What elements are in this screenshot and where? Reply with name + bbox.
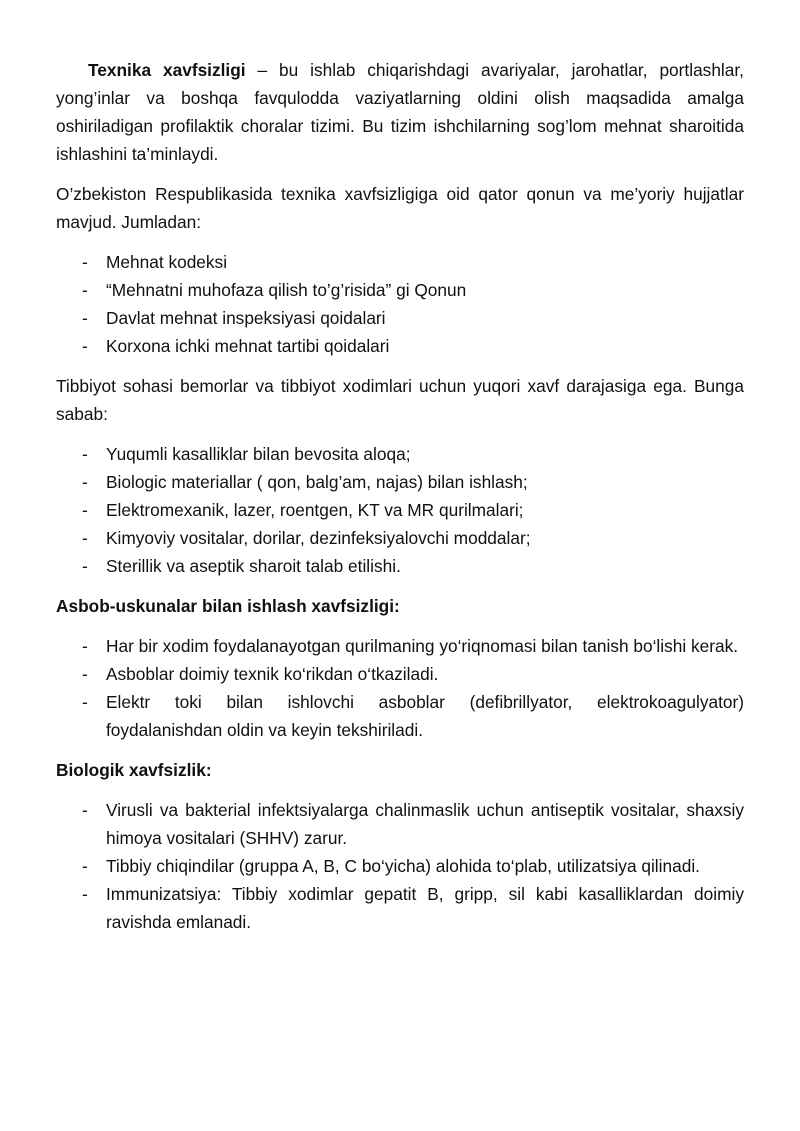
risk-list <box>56 440 744 580</box>
list-item: - Elektr toki bilan ishlovchi asboblar (defibrillyator, elektrokoagulyator) foydalanishdan oldin va keyin tekshiriladi. <box>56 688 744 744</box>
bullet-dash: - <box>82 636 88 656</box>
list-item: - Har bir xodim foydalanayotgan qurilmaning yo‘riqnomasi bilan tanish bo‘lishi kerak. <box>56 632 744 660</box>
bullet-dash: - <box>82 856 88 876</box>
bullet-dash: - <box>82 308 88 328</box>
bullet-dash: - <box>82 280 88 300</box>
medical-paragraph: Tibbiyot sohasi bemorlar va tibbiyot xodimlari uchun yuqori xavf darajasiga ega. Bunga sabab: <box>56 376 744 424</box>
list-item: - Kimyoviy vositalar, dorilar, dezinfeksiyalovchi moddalar; <box>56 524 744 552</box>
bullet-dash: - <box>82 692 88 712</box>
list-item: - Mehnat kodeksi <box>56 248 744 276</box>
bullet-dash: - <box>82 528 88 548</box>
bullet-dash: - <box>82 472 88 492</box>
list-item: - Davlat mehnat inspeksiyasi qoidalari <box>56 304 744 332</box>
bullet-dash: - <box>82 500 88 520</box>
bullet-dash: - <box>82 884 88 904</box>
bullet-dash: - <box>82 556 88 576</box>
list-item: - Yuqumli kasalliklar bilan bevosita aloqa; <box>56 440 744 468</box>
list-item: - Tibbiy chiqindilar (gruppa A, B, C bo‘yicha) alohida to‘plab, utilizatsiya qilinadi. <box>56 852 744 880</box>
list-item: - “Mehnatni muhofaza qilish to’g’risida” gi Qonun <box>56 276 744 304</box>
bullet-dash: - <box>82 664 88 684</box>
law-paragraph: O’zbekiston Respublikasida texnika xavfsizligiga oid qator qonun va me’yoriy hujjatlar mavjud. Jumladan: <box>56 184 744 232</box>
list-item: - Sterillik va aseptik sharoit talab etilishi. <box>56 552 744 580</box>
list-item: - Immunizatsiya: Tibbiy xodimlar gepatit B, gripp, sil kabi kasalliklardan doimiy ravishda emlanadi. <box>56 880 744 936</box>
bullet-dash: - <box>82 336 88 356</box>
intro-paragraph <box>56 56 744 168</box>
intro-term: Texnika xavfsizligi <box>88 60 246 80</box>
bullet-dash: - <box>82 800 88 820</box>
list-item: - Biologic materiallar ( qon, balg’am, najas) bilan ishlash; <box>56 468 744 496</box>
document-page <box>56 56 744 936</box>
intro-definition: – bu ishlab chiqarishdagi avariyalar, jarohatlar, portlashlar, yong’inlar va boshqa favqulodda vaziyatlarning oldini olish maqsadida amalga oshiriladigan profilaktik choralar tizimi. Bu tizim ishchilarning sog’lom mehnat sharoitida ishlashini ta’minlaydi. <box>56 60 744 164</box>
law-list <box>56 248 744 360</box>
list-item: - Korxona ichki mehnat tartibi qoidalari <box>56 332 744 360</box>
bio-list <box>56 796 744 936</box>
equipment-heading: Asbob-uskunalar bilan ishlash xavfsizligi: <box>56 596 400 616</box>
bullet-dash: - <box>82 444 88 464</box>
bullet-dash: - <box>82 252 88 272</box>
equipment-list <box>56 632 744 744</box>
list-item: - Virusli va bakterial infektsiyalarga chalinmaslik uchun antiseptik vositalar, shaxsiy himoya vositalari (SHHV) zarur. <box>56 796 744 852</box>
list-item: - Elektromexanik, lazer, roentgen, KT va MR qurilmalari; <box>56 496 744 524</box>
bio-heading: Biologik xavfsizlik: <box>56 760 212 780</box>
list-item: - Asboblar doimiy texnik ko‘rikdan o‘tkaziladi. <box>56 660 744 688</box>
